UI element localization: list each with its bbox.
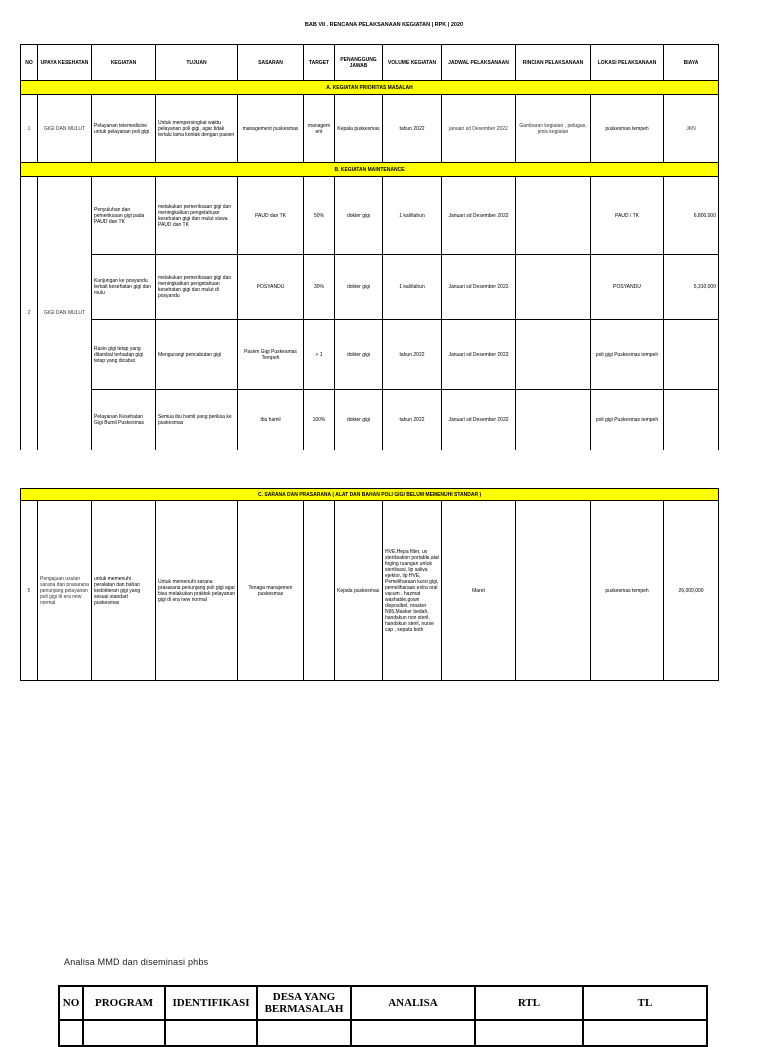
cell-lokasi: puskesmas tempeh — [591, 501, 664, 681]
header-lokasi: LOKASI PELAKSANAAN — [591, 45, 664, 81]
cell-volume: 1 kali/tahun — [383, 255, 442, 320]
cell-pj: Kepala puskesmas — [335, 501, 383, 681]
cell-tujuan: melakukan pemeriksaan gigi dan meningkalkan pengetahuan kesehatan gigi dan mulut siswa PAUD dan TK — [156, 177, 238, 255]
header-desa: DESA YANG BERMASALAH — [257, 986, 351, 1020]
cell-volume: tahun 2022 — [383, 95, 442, 163]
cell-biaya: 26,000,000 — [664, 501, 719, 681]
cell-biaya — [664, 390, 719, 450]
cell-rincian — [516, 501, 591, 681]
analysis-table — [58, 985, 708, 1047]
cell-rincian — [516, 177, 591, 255]
header-program: PROGRAM — [83, 986, 165, 1020]
section-c-row — [21, 489, 719, 501]
cell-sasaran: Pasien Gigi Puskesmas Tempeh — [238, 320, 304, 390]
analysis-note: Analisa MMD dan diseminasi phbs — [64, 957, 209, 967]
cell-jadwal: januari sd Desember 2022 — [442, 95, 516, 163]
cell-no: 1 — [21, 95, 38, 163]
header-jadwal: JADWAL PELAKSANAAN — [442, 45, 516, 81]
header-target: TARGET — [304, 45, 335, 81]
analysis-header-row — [59, 986, 707, 1020]
cell-biaya: 5,310,000 — [664, 255, 719, 320]
cell-kegiatan: Rasio gigi tetap yang ditambal terhadap gigi tetap yang dicabut — [92, 320, 156, 390]
cell-rincian — [516, 255, 591, 320]
cell-target: managem ent — [304, 95, 335, 163]
cell-target: > 1 — [304, 320, 335, 390]
cell-jadwal: Januari sd Desember 2022 — [442, 390, 516, 450]
header-analisa: ANALISA — [351, 986, 475, 1020]
cell-tujuan: Untuk mempersingkat waktu pelayanan poli gigi, agar tidak terlalu lama kontak dengan pasien — [156, 95, 238, 163]
cell-sasaran: management puskesmas — [238, 95, 304, 163]
cell-upaya: GIGI DAN MULUT — [38, 177, 92, 450]
header-tujuan: TUJUAN — [156, 45, 238, 81]
header-volume: VOLUME KEGIATAN — [383, 45, 442, 81]
cell-jadwal: Maret — [442, 501, 516, 681]
cell-volume: tahun 2022 — [383, 390, 442, 450]
cell-lokasi: POSYANDU — [591, 255, 664, 320]
cell-no: 5 — [21, 501, 38, 681]
cell-upaya: Pengajuan usulan sarana dan prasarana penunjang pelayanan poli gigi di era new normal — [38, 501, 92, 681]
cell-jadwal: Januari sd Desember 2022 — [442, 320, 516, 390]
cell-kegiatan: Pelayanan telemedicine untuk pelayanan poli gigi — [92, 95, 156, 163]
table-header-row — [21, 45, 719, 81]
header-tl: TL — [583, 986, 707, 1020]
cell-lokasi: poli gigi Puskesmas tempeh — [591, 390, 664, 450]
table-row — [21, 95, 719, 163]
header-rincian: RINCIAN PELAKSANAAN — [516, 45, 591, 81]
cell-sasaran: Ibu hamil — [238, 390, 304, 450]
cell-volume: HVE,Hepa filter, uv sterilisation portable,alat foging ruangan untuk sterilisasi, lip saliva ejektor, lip HVE, Pemeliharaan kursi gigi, pemeliharaan extra oral vacum , hazmat washable,gown disposibel, masker N95,Masker bedah, handskun non steril, handskun steril, nurse cap , sepatu both — [383, 501, 442, 681]
header-upaya: UPAYA KESEHATAN — [38, 45, 92, 81]
section-b-row — [21, 163, 719, 177]
cell-kegiatan: Kunjungan ke posyandu terkait kesehatan gigi dan mulu — [92, 255, 156, 320]
header-rtl: RTL — [475, 986, 583, 1020]
cell-rincian: Gambaran kegiatan , petugas, jenis kegiatan — [516, 95, 591, 163]
sarana-table — [20, 488, 719, 681]
cell-tujuan: Mengurangi pencabutan gigi — [156, 320, 238, 390]
header-no: NO — [21, 45, 38, 81]
cell-jadwal: Januari sd Desember 2022 — [442, 177, 516, 255]
cell-target: 50% — [304, 177, 335, 255]
table-row — [21, 255, 719, 320]
cell-rincian — [516, 320, 591, 390]
cell-lokasi: poli gigi Puskesmas tempeh — [591, 320, 664, 390]
cell-sasaran: POSYANDU — [238, 255, 304, 320]
document-title: BAB VII . RENCANA PELAKSANAAN KEGIATAN | RPK | 2020 — [304, 22, 464, 28]
table-row — [21, 501, 719, 681]
cell-kegiatan: Penyuluhan dan pemeriksaan gigi pada PAUD dan TK — [92, 177, 156, 255]
header-sasaran: SASARAN — [238, 45, 304, 81]
cell-kegiatan: Pelayanan Kesehatan Gigi Bumil Puskesmas — [92, 390, 156, 450]
header-identifikasi: IDENTIFIKASI — [165, 986, 257, 1020]
cell-lokasi: puskesmas tempeh — [591, 95, 664, 163]
cell-sasaran: PAUD dan TK — [238, 177, 304, 255]
cell-biaya: 6.800.000 — [664, 177, 719, 255]
cell-jadwal: Januari sd Desember 2022 — [442, 255, 516, 320]
section-a-label: A. KEGIATAN PRIORITAS MASALAH — [21, 81, 719, 95]
cell-rincian — [516, 390, 591, 450]
cell-pj: Kepala puskesmas — [335, 95, 383, 163]
cell-biaya: JKN — [664, 95, 719, 163]
header-no: NO — [59, 986, 83, 1020]
table-row — [21, 390, 719, 450]
cell-no: 2 — [21, 177, 38, 450]
rpk-table — [20, 44, 719, 450]
cell-target: 100% — [304, 390, 335, 450]
header-kegiatan: KEGIATAN — [92, 45, 156, 81]
cell-target — [304, 501, 335, 681]
cell-kegiatan: untuk memenuhi peralatan dan bahan kedokteran gigi yang sesuai standart puskesmas — [92, 501, 156, 681]
section-b-label: B. KEGIATAN MAINTENANCE — [21, 163, 719, 177]
cell-volume: 1 kali/tahun — [383, 177, 442, 255]
cell-biaya — [664, 320, 719, 390]
cell-pj: dokter gigi — [335, 255, 383, 320]
cell-upaya: GIGI DAN MULUT — [38, 95, 92, 163]
header-pj: PENANGGUNG JAWAB — [335, 45, 383, 81]
cell-pj: dokter gigi — [335, 320, 383, 390]
section-a-row — [21, 81, 719, 95]
cell-volume: tahun 2022 — [383, 320, 442, 390]
cell-tujuan: Untuk memenuhi sarana prasarana penunjang poli gigi agar bisa melakukan praktek pelayanan gigi di era new normal — [156, 501, 238, 681]
cell-lokasi: PAUD / TK — [591, 177, 664, 255]
table-row — [21, 320, 719, 390]
cell-sasaran: Tenaga manajemen puskesmas — [238, 501, 304, 681]
header-biaya: BIAYA — [664, 45, 719, 81]
cell-target: 30% — [304, 255, 335, 320]
cell-pj: dokter gigi — [335, 390, 383, 450]
cell-tujuan: melakukan pemeriksaan gigi dan meningkatkan pengetahuan kesehatan gigi dan mulut di posyandu — [156, 255, 238, 320]
section-c-label: C. SARANA DAN PRASARANA ( ALAT DAN BAHAN POLI GIGI BELUM MEMENUHI STANDAR ) — [21, 489, 719, 501]
cell-pj: dokter gigi — [335, 177, 383, 255]
table-row — [21, 177, 719, 255]
cell-tujuan: Semua ibu hamil yang periksa ke puskesmas — [156, 390, 238, 450]
